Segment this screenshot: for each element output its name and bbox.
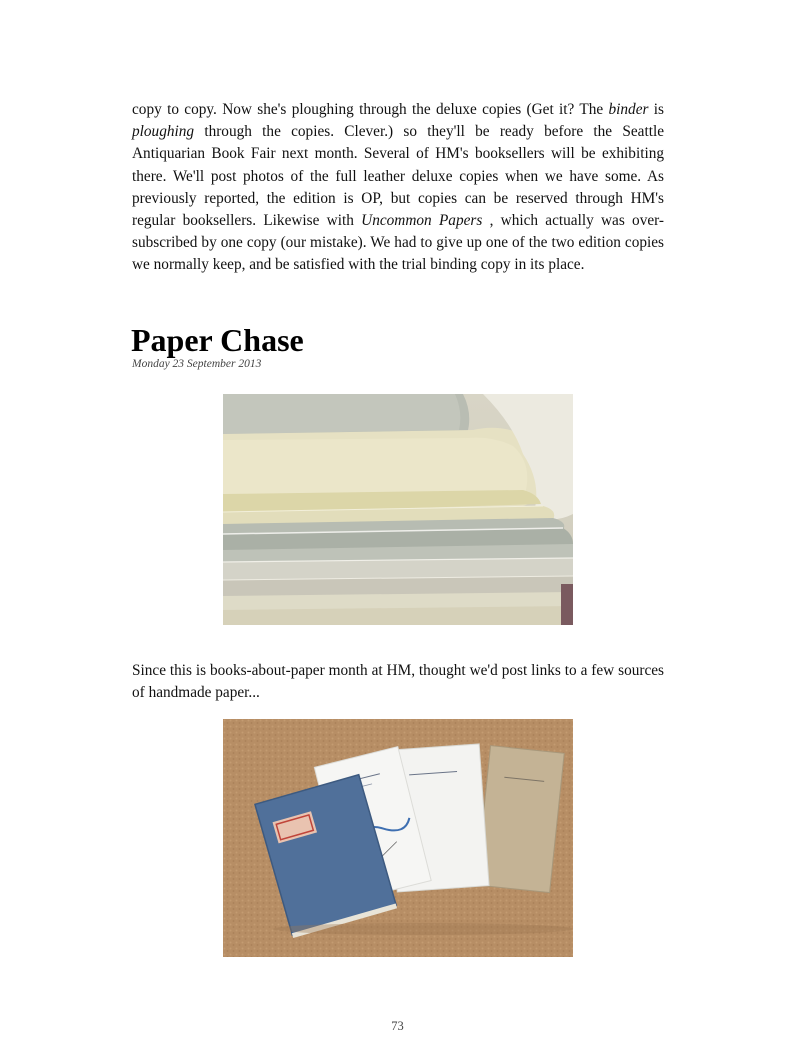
text-run: through the copies. Clever.) so they'll be ready before the Seattle Antiquarian Book Fair next month. Several of HM's booksellers will be exhibiting there. We'll post photos of the full leather deluxe copies when we have some. As previously reported, the edition is OP, but copies can be reserved through HM's regular booksellers. Likewise with	[132, 123, 664, 230]
italic-text: ploughing	[132, 123, 195, 141]
paper-stack-illustration	[223, 394, 573, 625]
text-run: copy to copy. Now she's ploughing through the deluxe copies (Get it? The	[132, 101, 609, 118]
handmade-paper-stack-photo	[223, 394, 573, 625]
body-paragraph	[132, 99, 664, 277]
text-run: is	[648, 101, 664, 118]
body-paragraph	[132, 660, 664, 704]
paper-books-photo	[223, 719, 573, 957]
page-number: 73	[391, 1019, 404, 1033]
post-date: Monday 23 September 2013	[132, 358, 262, 370]
text-run: Since this is books-about-paper month at HM, thought we'd post links to a few sources of handmade paper...	[132, 662, 664, 702]
post-title: Paper Chase	[131, 322, 304, 358]
italic-text: Uncommon Papers	[361, 212, 483, 230]
italic-text: binder	[608, 101, 649, 118]
books-illustration	[223, 719, 573, 957]
text-run: , which actually was over-subscribed by one copy (our mistake). We had to give up one of the two edition copies we normally keep, and be satisfied with the trial binding copy in its place.	[132, 212, 665, 274]
